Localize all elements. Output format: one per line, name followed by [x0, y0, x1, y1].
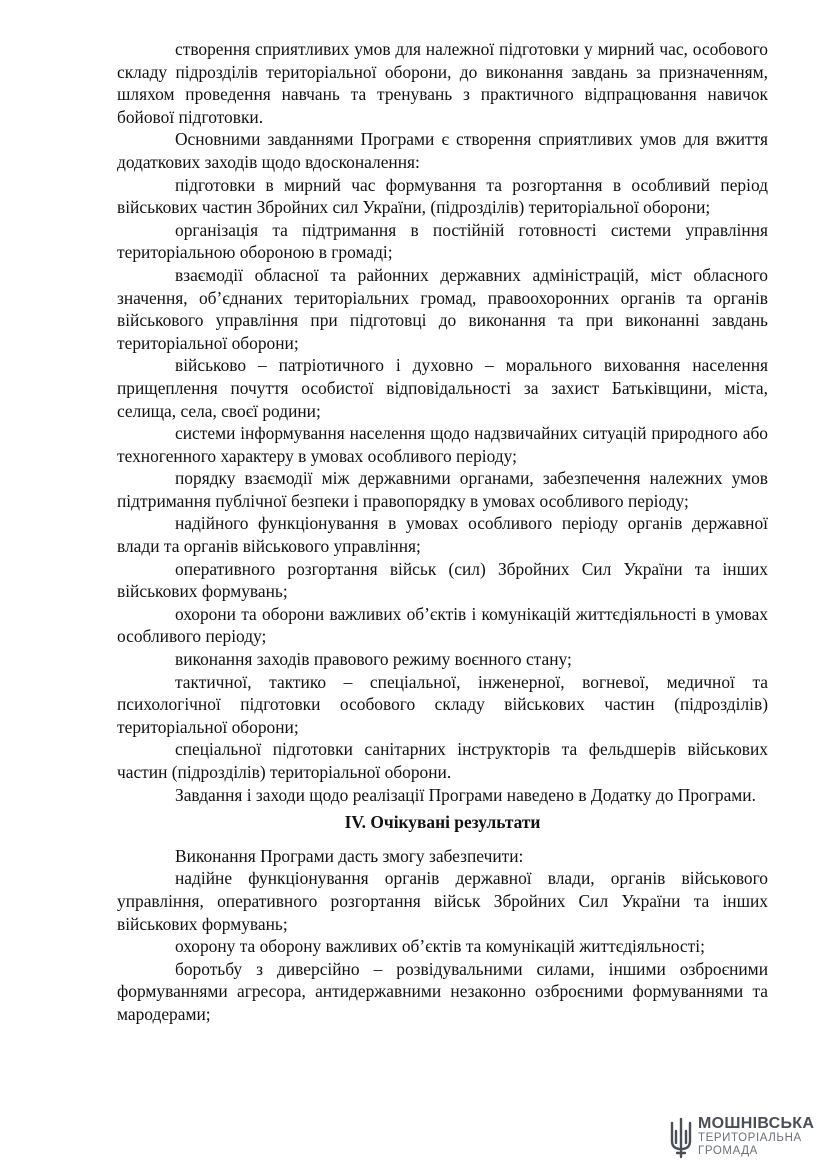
paragraph: створення сприятливих умов для належної підготовки у мирний час, особового складу підрозділів територіальної оборони, до виконання завдань за призначенням, шляхом проведення навчань та тренувань з практичного відпрацювання навичок бойової підготовки. [117, 39, 768, 127]
logo-subtitle-2: ГРОМАДА [698, 1145, 758, 1157]
body-text-bottom [117, 845, 768, 1026]
paragraph: Основними завданнями Програми є створення сприятливих умов для вжиття додаткових заходів щодо вдосконалення: [117, 129, 768, 172]
community-logo [668, 1115, 818, 1163]
paragraph: системи інформування населення щодо надзвичайних ситуацій природного або техногенного характеру в умовах особливого періоду; [117, 423, 768, 466]
section-heading: IV. Очікувані результати [344, 812, 541, 833]
paragraph: взаємодії обласної та районних державних адміністрацій, міст обласного значення, об’єднаних територіальних громад, правоохоронних органів та органів військового управління при підготовці до виконання та при виконанні завдань територіальної оборони; [117, 264, 768, 353]
paragraph: спеціальної підготовки санітарних інструкторів та фельдшерів військових частин (підрозділів) територіальної оборони. [117, 739, 768, 782]
body-text-top [117, 38, 768, 806]
paragraph: охорони та оборони важливих об’єктів і комунікацій життєдіяльності в умовах особливого періоду; [117, 603, 768, 647]
paragraph: надійного функціонування в умовах особливого періоду органів державної влади та органів військового управління; [117, 513, 768, 557]
paragraph: виконання заходів правового режиму воєнного стану; [175, 649, 572, 670]
paragraph: надійне функціонування органів державної влади, органів військового управління, оперативного розгортання військ Збройних Сил України та інших військових формувань; [117, 868, 768, 934]
paragraph: Виконання Програми дасть змогу забезпечити: [175, 845, 524, 866]
logo-subtitle-1: ТЕРИТОРІАЛЬНА [698, 1132, 802, 1144]
paragraph: підготовки в мирний час формування та розгортання в особливий період військових частин Збройних сил України, (підрозділів) територіальної оборони; [117, 174, 768, 218]
paragraph: охорону та оборону важливих об’єктів та комунікацій життєдіяльності; [175, 936, 705, 957]
paragraph: оперативного розгортання військ (сил) Збройних Сил України та інших військових формувань; [117, 558, 768, 602]
paragraph: тактичної, тактико – спеціальної, інженерної, вогневої, медичної та психологічної підготовки особового складу військових частин (підрозділів) територіальної оборони; [117, 671, 768, 737]
document-page [117, 38, 768, 1026]
trident-icon [668, 1117, 694, 1161]
paragraph: військово – патріотичного і духовно – морального виховання населення прищеплення почуття особистої відповідальності за захист Батьківщини, міста, селища, села, своєї родини; [117, 355, 768, 421]
paragraph: Завдання і заходи щодо реалізації Програми наведено в Додатку до Програми. [175, 784, 756, 805]
paragraph: порядку взаємодії між державними органами, забезпечення належних умов підтримання публічної безпеки і правопорядку в умовах особливого періоду; [117, 468, 768, 511]
paragraph: організація та підтримання в постійній готовності системи управління територіальною обороною в громаді; [117, 219, 768, 263]
paragraph: боротьбу з диверсійно – розвідувальними силами, іншими озброєними формуваннями агресора, антидержавними незаконно озброєними формуваннями та мародерами; [117, 958, 768, 1024]
logo-title: МОШНІВСЬКА [698, 1115, 815, 1132]
